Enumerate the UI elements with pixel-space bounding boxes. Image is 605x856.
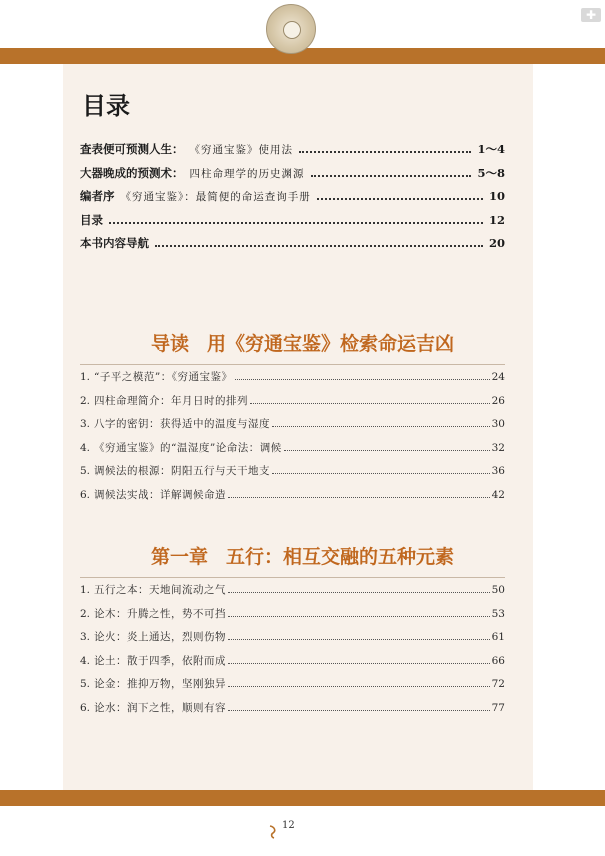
entry-page: 77 [491,701,505,714]
entry-text: 《穷通宝鉴》的“温湿度”论命法：调候 [94,441,282,454]
dot-leader [235,379,490,380]
toc-entry[interactable] [80,416,505,440]
intro-entries-list [80,369,505,510]
medallion-center [283,21,301,39]
section-prefix: 第一章 [150,546,208,568]
bottom-decorative-bar [0,790,605,806]
entry-text: 论木：升腾之性，势不可挡 [94,607,226,620]
corner-tab-icon: ✚ [581,8,601,22]
dot-leader [155,245,483,247]
entry-text: 论土：散于四季，依附而成 [94,654,226,667]
entry-number: 3. [80,631,91,643]
entry-number: 4. [80,654,91,667]
dot-leader [228,497,490,498]
toc-entry[interactable] [80,440,505,464]
entry-heading: 查表便可预测人生： [80,142,184,156]
toc-entry[interactable] [80,700,505,724]
entry-text: 论火：炎上通达，烈则伤物 [94,631,226,643]
entry-text: 调候法实战：详解调候命造 [94,488,226,501]
toc-entry[interactable] [80,393,505,417]
front-matter-entry[interactable] [80,188,505,212]
chapter-1-entries-list [80,582,505,723]
front-matter-entry[interactable] [80,212,505,236]
dot-leader [228,592,490,593]
entry-text: 五行之本：天地间流动之气 [94,584,226,596]
entry-number: 5. [80,678,91,690]
entry-number: 2. [80,394,91,407]
entry-number: 5. [80,465,91,477]
dot-leader [311,175,472,177]
footer-ornament-icon [268,825,278,839]
entry-page: 30 [491,418,505,430]
entry-page: 10 [488,189,505,203]
entry-heading: 编者序 [80,189,115,203]
section-divider [80,364,505,365]
entry-page: 50 [491,584,505,596]
dot-leader [228,639,490,640]
entry-number: 1. [80,584,91,596]
entry-page: 42 [491,488,505,501]
section-prefix: 导读 [150,333,189,355]
entry-page: 5～8 [477,165,505,180]
toc-entry[interactable] [80,369,505,393]
front-matter-entry[interactable] [80,165,505,189]
entry-subtitle: 《穷通宝鉴》使用法 [189,144,293,156]
dot-leader [228,663,490,664]
entry-page: 66 [491,654,505,667]
ornament-svg [268,825,278,839]
entry-heading: 大器晚成的预测术： [80,165,184,180]
medallion-emblem [266,4,316,54]
entry-number: 2. [80,607,91,620]
entry-number: 4. [80,441,91,454]
dot-leader [272,426,490,427]
dot-leader [228,710,490,711]
dot-leader [228,616,490,617]
entry-heading: 目录 [80,212,103,227]
page-number: 12 [282,820,295,831]
section-divider [80,577,505,578]
entry-page: 32 [491,441,505,454]
entry-text: 论金：推抑万物，坚刚独异 [94,678,226,690]
dot-leader [109,222,483,224]
entry-text: 调候法的根源：阴阳五行与天干地支 [94,465,270,477]
entry-text: “子平之模范”：《穷通宝鉴》 [94,371,233,383]
front-matter-list [80,141,505,259]
entry-subtitle: 四柱命理学的历史渊源 [189,167,305,180]
toc-entry[interactable] [80,606,505,630]
entry-text: 论水：润下之性，顺则有容 [94,701,226,714]
dot-leader [272,473,490,474]
entry-page: 53 [491,607,505,620]
dot-leader [228,686,490,687]
section-title: 用《穷通宝鉴》检索命运吉凶 [207,333,455,355]
entry-page: 12 [488,212,505,227]
entry-page: 20 [488,236,505,250]
dot-leader [284,450,490,451]
entry-text: 四柱命理简介：年月日时的排列 [94,394,248,407]
toc-entry[interactable] [80,676,505,700]
section-heading-intro [0,329,605,356]
toc-entry[interactable] [80,653,505,677]
entry-text: 八字的密钥：获得适中的温度与湿度 [94,418,270,430]
page-title: 目录 [82,91,130,120]
entry-subtitle: 《穷通宝鉴》：最简便的命运查询手册 [120,191,311,203]
front-matter-entry[interactable] [80,235,505,259]
front-matter-entry[interactable] [80,141,505,165]
toc-entry[interactable] [80,463,505,487]
dot-leader [317,198,483,200]
entry-number: 1. [80,371,91,383]
entry-number: 3. [80,418,91,430]
entry-page: 24 [491,371,505,383]
entry-number: 6. [80,488,91,501]
entry-page: 61 [491,631,505,643]
entry-page: 72 [491,678,505,690]
dot-leader [299,151,471,153]
dot-leader [250,403,490,404]
entry-number: 6. [80,701,91,714]
entry-page: 26 [491,394,505,407]
entry-heading: 本书内容导航 [80,236,149,250]
entry-page: 1～4 [477,142,505,156]
toc-entry[interactable] [80,582,505,606]
toc-entry[interactable] [80,487,505,511]
entry-page: 36 [491,465,505,477]
section-title: 五行：相互交融的五种元素 [226,546,455,568]
toc-entry[interactable] [80,629,505,653]
section-heading-chapter-1 [0,542,605,569]
